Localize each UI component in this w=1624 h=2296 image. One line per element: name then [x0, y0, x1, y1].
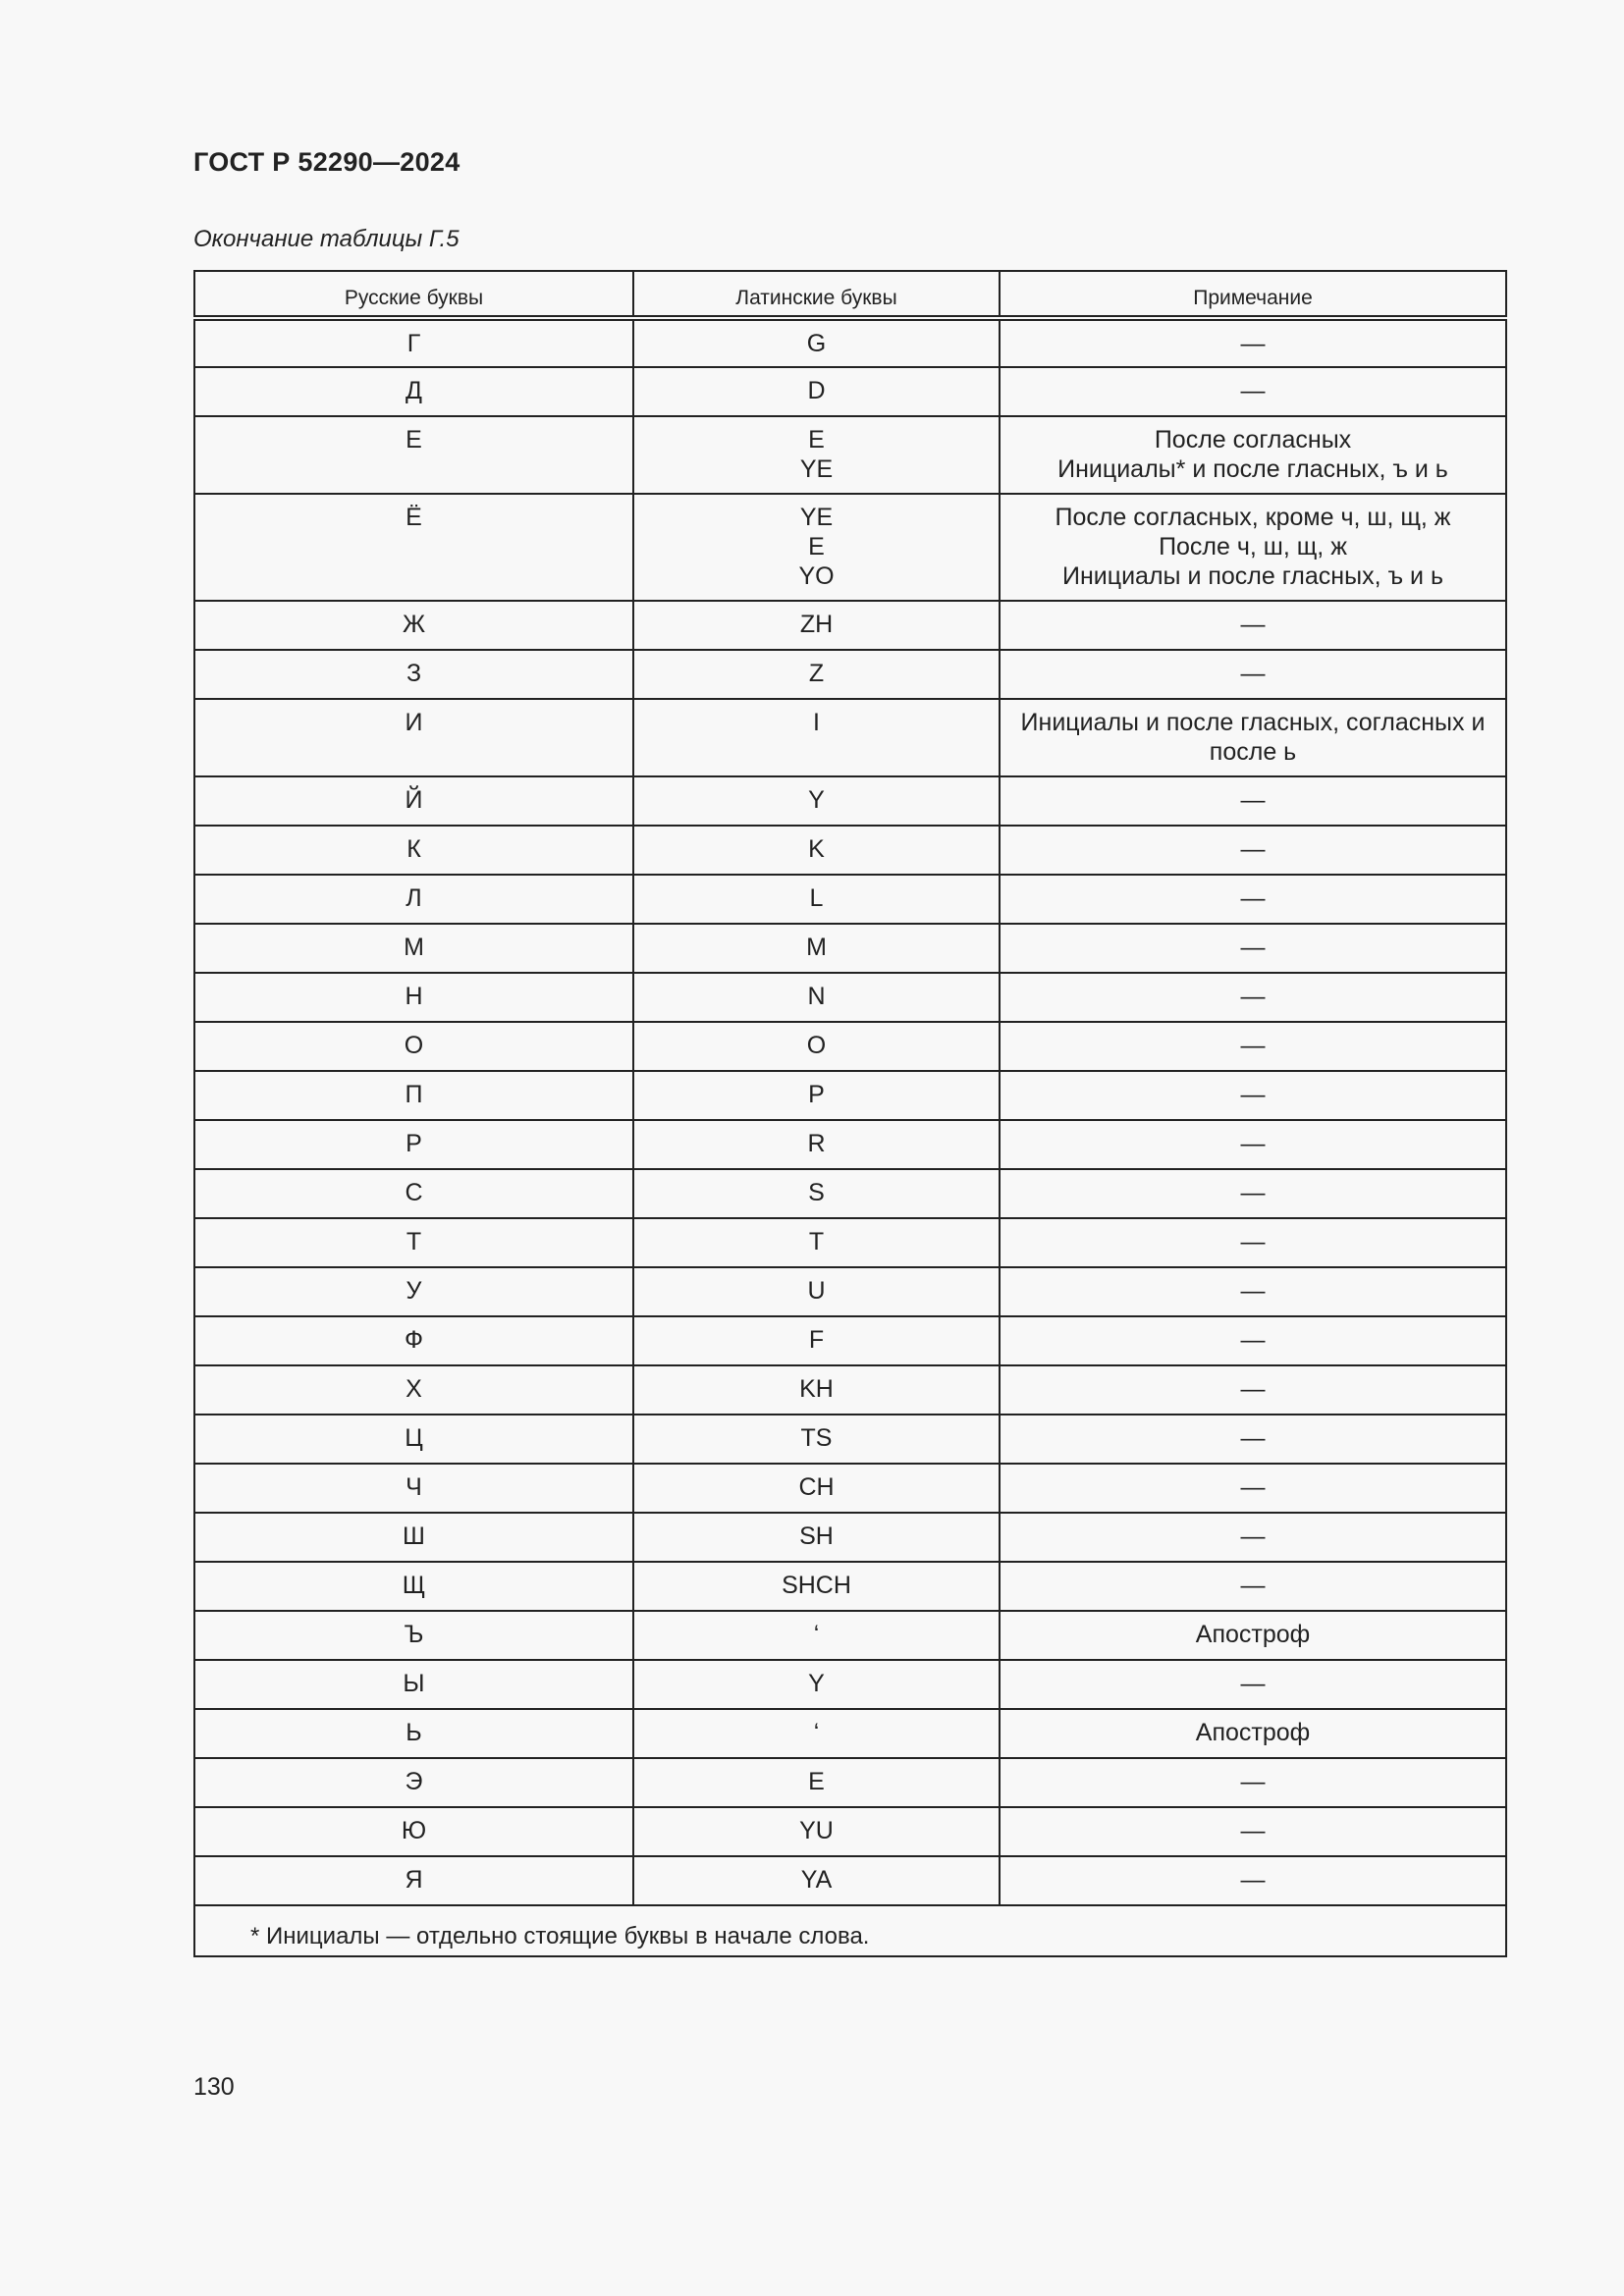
latin-letters-cell — [633, 924, 1000, 973]
russian-letter-cell: Ъ — [194, 1611, 633, 1660]
note-line: После ч, ш, щ, ж — [1159, 533, 1347, 561]
latin-letters-cell — [633, 318, 1000, 367]
latin-letters-line: SHCH — [782, 1572, 851, 1599]
russian-letter-cell: Ж — [194, 601, 633, 650]
latin-letters-cell — [633, 1022, 1000, 1071]
note-cell — [1000, 416, 1506, 494]
note-cell — [1000, 367, 1506, 416]
table-row — [194, 1660, 1506, 1709]
note-cell — [1000, 1807, 1506, 1856]
latin-letters-line: D — [807, 377, 826, 404]
table-footnote: * Инициалы — отдельно стоящие буквы в начале слова. — [194, 1905, 1506, 1956]
latin-letters-cell — [633, 1758, 1000, 1807]
latin-letters-line: ZH — [799, 611, 834, 638]
table-row — [194, 650, 1506, 699]
table-row — [194, 367, 1506, 416]
table-row — [194, 1415, 1506, 1464]
latin-letters-cell — [633, 1169, 1000, 1218]
note-cell — [1000, 1169, 1506, 1218]
latin-letters-line: YA — [800, 1866, 833, 1894]
table-row — [194, 1758, 1506, 1807]
note-line: — — [1240, 1670, 1266, 1697]
latin-letters-cell — [633, 1071, 1000, 1120]
latin-letters-line: Y — [808, 786, 825, 814]
latin-letters-cell — [633, 1316, 1000, 1365]
note-line: — — [1240, 660, 1266, 687]
table-row — [194, 601, 1506, 650]
column-header-latin: Латинские буквы — [633, 271, 1000, 318]
latin-letters-line: YU — [799, 1817, 834, 1844]
russian-letter-cell: И — [194, 699, 633, 776]
note-cell — [1000, 1316, 1506, 1365]
latin-letters-line: E — [808, 1768, 825, 1795]
footnote-row — [194, 1905, 1506, 1956]
table-row — [194, 1120, 1506, 1169]
note-cell — [1000, 1856, 1506, 1905]
latin-letters-cell — [633, 1709, 1000, 1758]
latin-letters-line: CH — [798, 1473, 835, 1501]
note-cell — [1000, 1415, 1506, 1464]
latin-letters-cell — [633, 1464, 1000, 1513]
russian-letter-cell: Я — [194, 1856, 633, 1905]
note-cell — [1000, 1218, 1506, 1267]
latin-letters-line: Z — [808, 660, 825, 687]
note-cell — [1000, 776, 1506, 826]
note-cell — [1000, 1513, 1506, 1562]
russian-letter-cell: Ь — [194, 1709, 633, 1758]
table-row — [194, 1169, 1506, 1218]
latin-letters-line: ‘ — [813, 1621, 820, 1648]
latin-letters-line: KH — [799, 1375, 834, 1403]
note-line: — — [1240, 983, 1266, 1010]
note-cell — [1000, 973, 1506, 1022]
note-line: После согласных — [1154, 426, 1352, 454]
latin-letters-cell — [633, 1415, 1000, 1464]
table-row — [194, 1709, 1506, 1758]
note-line: — — [1240, 1032, 1266, 1059]
table-row — [194, 1611, 1506, 1660]
note-line: — — [1240, 934, 1266, 961]
latin-letters-cell — [633, 875, 1000, 924]
latin-letters-line: F — [808, 1326, 825, 1354]
document-header: ГОСТ Р 52290—2024 — [193, 147, 460, 177]
note-line: — — [1240, 1375, 1266, 1403]
russian-letter-cell: Т — [194, 1218, 633, 1267]
latin-letters-cell — [633, 1218, 1000, 1267]
note-cell — [1000, 1758, 1506, 1807]
table-row — [194, 416, 1506, 494]
note-line: — — [1240, 1130, 1266, 1157]
note-line: — — [1240, 1326, 1266, 1354]
latin-letters-line: YE — [799, 455, 834, 483]
note-cell — [1000, 494, 1506, 601]
table-row — [194, 494, 1506, 601]
latin-letters-cell — [633, 601, 1000, 650]
note-line: — — [1240, 835, 1266, 863]
note-line: — — [1240, 330, 1266, 357]
note-line: Инициалы* и после гласных, ъ и ь — [1057, 455, 1448, 483]
russian-letter-cell: Г — [194, 318, 633, 367]
russian-letter-cell: К — [194, 826, 633, 875]
note-cell — [1000, 1709, 1506, 1758]
table-row — [194, 1022, 1506, 1071]
latin-letters-cell — [633, 367, 1000, 416]
note-line: — — [1240, 1179, 1266, 1206]
latin-letters-line: O — [806, 1032, 827, 1059]
russian-letter-cell: З — [194, 650, 633, 699]
russian-letter-cell: Е — [194, 416, 633, 494]
latin-letters-cell — [633, 416, 1000, 494]
table-row — [194, 973, 1506, 1022]
latin-letters-line: M — [806, 934, 827, 961]
latin-letters-line: G — [806, 330, 827, 357]
note-line: — — [1240, 786, 1266, 814]
latin-letters-cell — [633, 973, 1000, 1022]
russian-letter-cell: Й — [194, 776, 633, 826]
note-line: — — [1240, 1277, 1266, 1305]
note-line: — — [1240, 884, 1266, 912]
transliteration-table — [193, 270, 1507, 1957]
russian-letter-cell: Щ — [194, 1562, 633, 1611]
note-line: — — [1240, 377, 1266, 404]
russian-letter-cell: С — [194, 1169, 633, 1218]
russian-letter-cell: Ч — [194, 1464, 633, 1513]
latin-letters-line: ‘ — [813, 1719, 820, 1746]
table-row — [194, 1807, 1506, 1856]
latin-letters-line: L — [809, 884, 824, 912]
russian-letter-cell: Ф — [194, 1316, 633, 1365]
note-cell — [1000, 1660, 1506, 1709]
latin-letters-cell — [633, 650, 1000, 699]
table-row — [194, 776, 1506, 826]
table-row — [194, 875, 1506, 924]
latin-letters-line: TS — [800, 1424, 833, 1452]
latin-letters-cell — [633, 1660, 1000, 1709]
note-line: после ь — [1209, 738, 1297, 766]
table-header-row — [194, 271, 1506, 318]
latin-letters-cell — [633, 494, 1000, 601]
note-line: — — [1240, 1081, 1266, 1108]
note-line: — — [1240, 1522, 1266, 1550]
note-cell — [1000, 924, 1506, 973]
note-line: — — [1240, 1572, 1266, 1599]
russian-letter-cell: У — [194, 1267, 633, 1316]
latin-letters-line: T — [808, 1228, 825, 1255]
note-cell — [1000, 650, 1506, 699]
note-cell — [1000, 1562, 1506, 1611]
column-header-russian: Русские буквы — [194, 271, 633, 318]
note-line: — — [1240, 1768, 1266, 1795]
note-line: — — [1240, 1424, 1266, 1452]
table-row — [194, 1218, 1506, 1267]
table-row — [194, 1562, 1506, 1611]
table-row — [194, 1464, 1506, 1513]
latin-letters-cell — [633, 1856, 1000, 1905]
russian-letter-cell: Д — [194, 367, 633, 416]
table-row — [194, 1071, 1506, 1120]
russian-letter-cell: Ы — [194, 1660, 633, 1709]
note-cell — [1000, 826, 1506, 875]
latin-letters-line: E — [808, 426, 825, 454]
table-row — [194, 826, 1506, 875]
note-line: — — [1240, 1228, 1266, 1255]
latin-letters-line: R — [807, 1130, 826, 1157]
russian-letter-cell: Ё — [194, 494, 633, 601]
column-header-note: Примечание — [1000, 271, 1506, 318]
russian-letter-cell: Л — [194, 875, 633, 924]
latin-letters-line: E — [808, 533, 825, 561]
note-line: Апостроф — [1195, 1621, 1311, 1648]
russian-letter-cell: Ц — [194, 1415, 633, 1464]
note-line: — — [1240, 611, 1266, 638]
russian-letter-cell: Р — [194, 1120, 633, 1169]
note-cell — [1000, 601, 1506, 650]
latin-letters-cell — [633, 1365, 1000, 1415]
russian-letter-cell: О — [194, 1022, 633, 1071]
note-line: — — [1240, 1473, 1266, 1501]
russian-letter-cell: П — [194, 1071, 633, 1120]
latin-letters-line: YE — [799, 504, 834, 531]
page-number: 130 — [193, 2073, 235, 2101]
latin-letters-line: I — [813, 709, 820, 736]
note-line: Инициалы и после гласных, ъ и ь — [1062, 562, 1443, 590]
table-caption: Окончание таблицы Г.5 — [193, 226, 460, 252]
latin-letters-line: YO — [798, 562, 835, 590]
latin-letters-cell — [633, 776, 1000, 826]
table-body — [194, 318, 1506, 1905]
russian-letter-cell: М — [194, 924, 633, 973]
note-line: Апостроф — [1195, 1719, 1311, 1746]
note-cell — [1000, 1365, 1506, 1415]
latin-letters-cell — [633, 1267, 1000, 1316]
note-line: — — [1240, 1866, 1266, 1894]
note-cell — [1000, 1611, 1506, 1660]
table-row — [194, 318, 1506, 367]
note-cell — [1000, 318, 1506, 367]
table-row — [194, 1513, 1506, 1562]
latin-letters-line: SH — [799, 1522, 834, 1550]
latin-letters-cell — [633, 1513, 1000, 1562]
note-line: Инициалы и после гласных, согласных и — [1020, 709, 1486, 736]
latin-letters-cell — [633, 1562, 1000, 1611]
note-cell — [1000, 1022, 1506, 1071]
latin-letters-cell — [633, 1807, 1000, 1856]
russian-letter-cell: Ю — [194, 1807, 633, 1856]
latin-letters-cell — [633, 1120, 1000, 1169]
russian-letter-cell: Н — [194, 973, 633, 1022]
table-row — [194, 1365, 1506, 1415]
latin-letters-line: Y — [808, 1670, 825, 1697]
russian-letter-cell: Ш — [194, 1513, 633, 1562]
note-cell — [1000, 1464, 1506, 1513]
table-row — [194, 699, 1506, 776]
note-cell — [1000, 1267, 1506, 1316]
latin-letters-cell — [633, 1611, 1000, 1660]
note-line: После согласных, кроме ч, ш, щ, ж — [1055, 504, 1451, 531]
russian-letter-cell: Х — [194, 1365, 633, 1415]
table-row — [194, 924, 1506, 973]
note-cell — [1000, 875, 1506, 924]
table-row — [194, 1316, 1506, 1365]
russian-letter-cell: Э — [194, 1758, 633, 1807]
note-cell — [1000, 699, 1506, 776]
note-cell — [1000, 1071, 1506, 1120]
latin-letters-line: N — [807, 983, 826, 1010]
latin-letters-line: U — [807, 1277, 826, 1305]
table-row — [194, 1267, 1506, 1316]
table-row — [194, 1856, 1506, 1905]
latin-letters-line: S — [808, 1179, 825, 1206]
latin-letters-cell — [633, 699, 1000, 776]
note-line: — — [1240, 1817, 1266, 1844]
latin-letters-line: K — [808, 835, 825, 863]
latin-letters-cell — [633, 826, 1000, 875]
latin-letters-line: P — [808, 1081, 825, 1108]
note-cell — [1000, 1120, 1506, 1169]
